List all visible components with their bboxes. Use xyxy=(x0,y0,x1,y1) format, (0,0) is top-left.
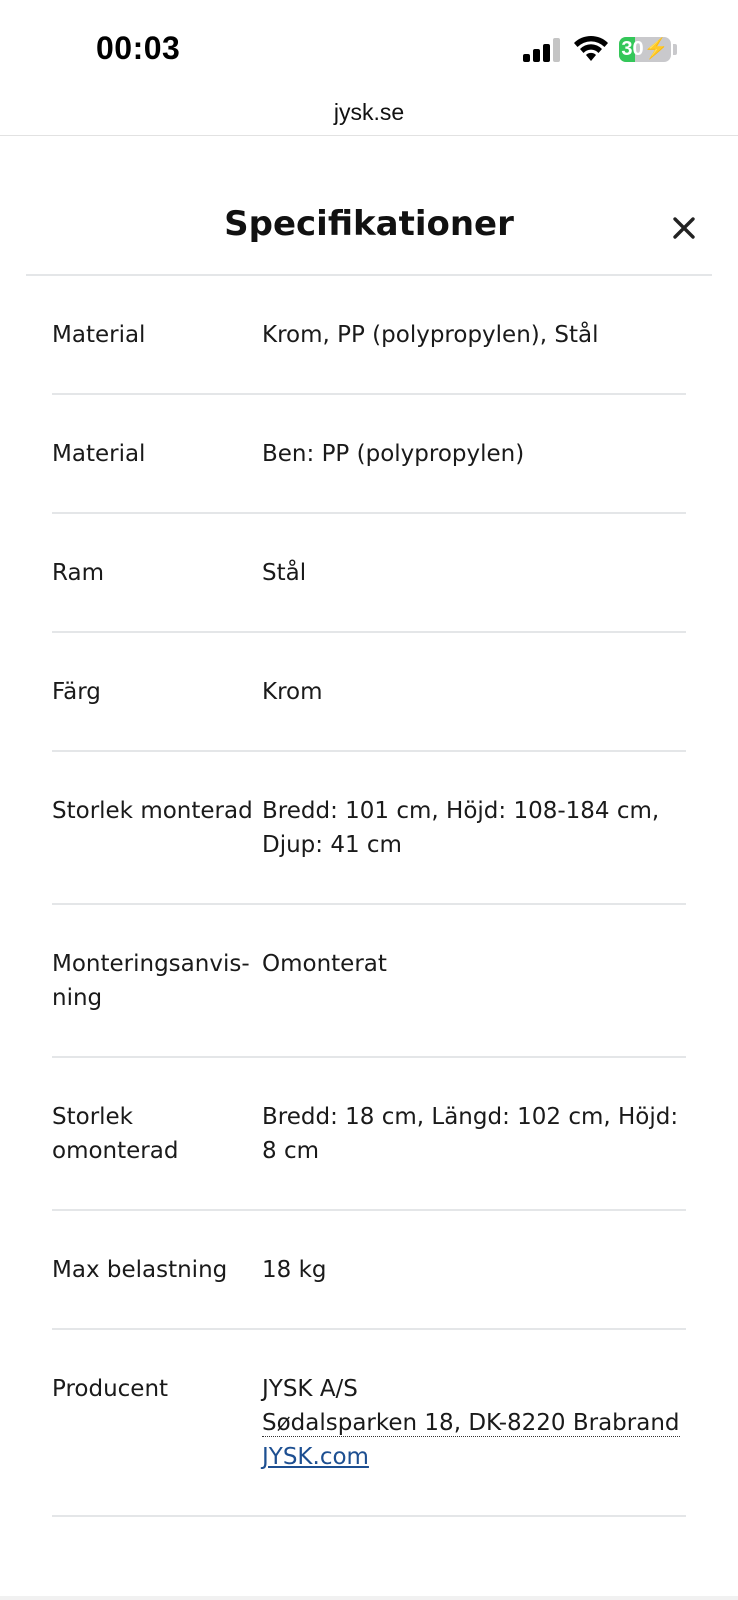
spec-label: Ram xyxy=(52,560,104,586)
battery-level: 30⚡ xyxy=(621,38,669,60)
spec-value: Krom, PP (polypropylen), Stål xyxy=(262,322,599,348)
spec-list xyxy=(52,276,686,1517)
spec-row xyxy=(52,1211,686,1330)
url-text[interactable]: jysk.se xyxy=(333,99,405,125)
spec-value: 18 kg xyxy=(262,1257,327,1283)
spec-row xyxy=(52,752,686,905)
spec-row xyxy=(52,514,686,633)
producer-link[interactable]: JYSK.com xyxy=(262,1444,369,1470)
spec-row xyxy=(52,395,686,514)
producer-name: JYSK A/S xyxy=(262,1376,358,1402)
bottom-edge xyxy=(0,1596,738,1600)
spec-label: Material xyxy=(52,322,146,348)
spec-label: Storlek monterad xyxy=(52,798,253,824)
producer-address: Sødalsparken 18, DK-8220 Brabrand xyxy=(262,1410,680,1436)
spec-label: Färg xyxy=(52,679,101,705)
producer-details xyxy=(262,1372,686,1474)
status-time: 00:03 xyxy=(96,30,181,66)
spec-label: Monteringsanvis-ning xyxy=(52,951,250,1011)
panel-header xyxy=(26,190,712,276)
spec-label: Material xyxy=(52,441,146,467)
spec-value: Omonterat xyxy=(262,951,387,977)
browser-url-bar[interactable] xyxy=(0,92,738,136)
panel-title: Specifikationer xyxy=(224,204,514,244)
spec-label: Producent xyxy=(52,1376,169,1402)
spec-value: Krom xyxy=(262,679,323,705)
spec-row xyxy=(52,276,686,395)
spec-row-producer xyxy=(52,1330,686,1517)
spec-label: Max belastning xyxy=(52,1257,228,1283)
status-bar xyxy=(0,0,738,92)
spec-value: Ben: PP (polypropylen) xyxy=(262,441,525,467)
spec-label: Storlek omonterad xyxy=(52,1104,179,1164)
spec-row xyxy=(52,633,686,752)
spec-value: Bredd: 18 cm, Längd: 102 cm, Höjd: 8 cm xyxy=(262,1104,679,1164)
wifi-icon xyxy=(573,34,609,62)
spec-value: Bredd: 101 cm, Höjd: 108-184 cm, Djup: 41 cm xyxy=(262,798,660,858)
cellular-signal-icon xyxy=(523,38,561,62)
spec-value: Stål xyxy=(262,560,307,586)
battery-cap xyxy=(673,44,677,55)
battery-charging-icon xyxy=(619,37,671,62)
spec-row xyxy=(52,1058,686,1211)
close-icon[interactable] xyxy=(668,212,700,244)
spec-row xyxy=(52,905,686,1058)
